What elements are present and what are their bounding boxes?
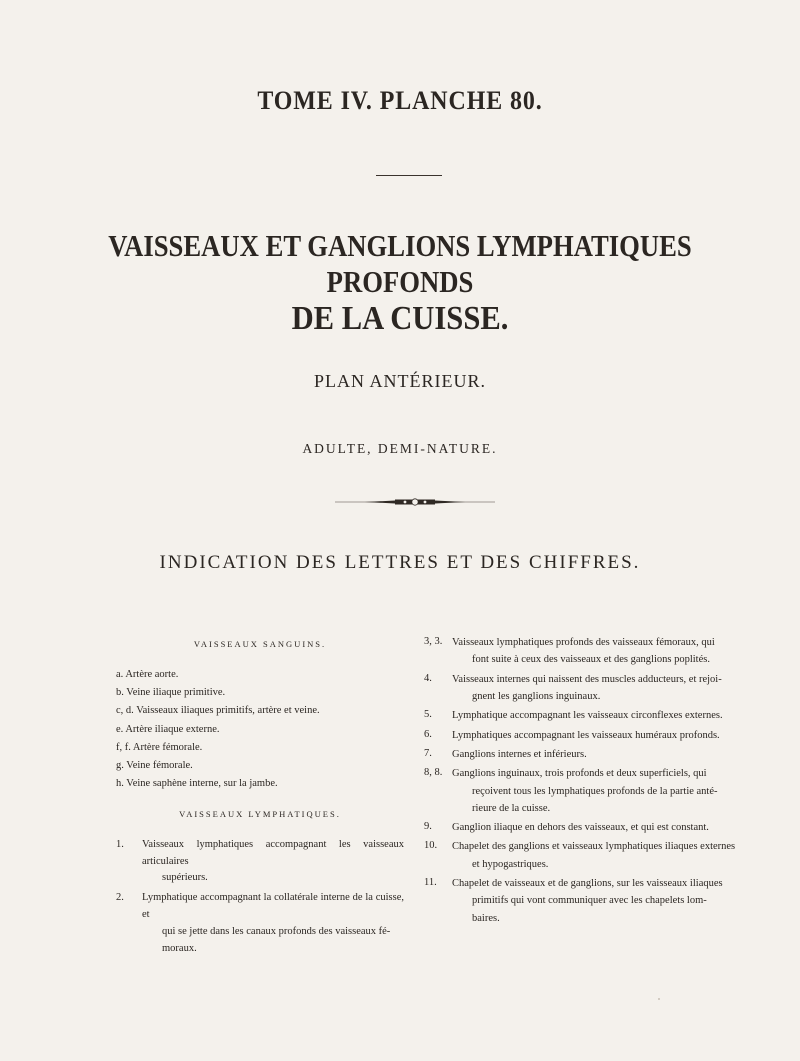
legend-number: 7.: [424, 747, 432, 759]
legend-text-cont: font suite à ceux des vaisseaux et des ganglions poplités.: [472, 654, 710, 666]
main-title: VAISSEAUX ET GANGLIONS LYMPHATIQUES PROFONDS: [108, 228, 692, 299]
sub-title: DE LA CUISSE.: [291, 300, 509, 337]
legend-text: Vaisseaux internes qui naissent des muscles adducteurs, et rejoi-: [452, 673, 722, 685]
legend-item-3: [424, 634, 738, 669]
legend-item-9: [424, 819, 738, 836]
legend-text: Lymphatique accompagnant les vaisseaux circonflexes externes.: [452, 710, 723, 722]
legend-item-1: [116, 837, 404, 887]
legend-text: Ganglions inguinaux, trois profonds et deux superficiels, qui: [452, 768, 707, 780]
section-head-lymphatiques: VAISSEAUX LYMPHATIQUES.: [179, 809, 341, 819]
legend-number: 10.: [424, 840, 438, 852]
legend-text-cont: gnent les ganglions inguinaux.: [472, 690, 601, 702]
right-column: [424, 634, 738, 929]
legend-number: 8, 8.: [424, 767, 443, 779]
legend-item-6: [424, 727, 738, 744]
legend-item-2: [116, 890, 404, 957]
legend-number: 3, 3.: [424, 636, 443, 647]
legend-text: Lymphatiques accompagnant les vaisseaux huméraux profonds.: [452, 729, 720, 741]
legend-text: Vaisseaux lymphatiques profonds des vaisseaux fémoraux, qui: [452, 637, 715, 648]
legend-item-ff: f, f. Artère fémorale.: [116, 741, 203, 753]
legend-text-cont: moraux.: [162, 942, 197, 954]
legend-item-5: [424, 707, 738, 724]
paper-speck: [658, 998, 660, 1000]
legend-item-11: [424, 875, 738, 927]
plan-heading: PLAN ANTÉRIEUR.: [314, 371, 486, 391]
legend-text: Ganglion iliaque en dehors des vaisseaux, et qui est constant.: [452, 822, 709, 834]
legend-text: Vaisseaux lymphatiques accompagnant les vaisseaux articulaires: [142, 838, 404, 867]
section-head-sanguins: VAISSEAUX SANGUINS.: [193, 639, 327, 649]
legend-number: 4.: [424, 672, 432, 684]
indication-heading: INDICATION DES LETTRES ET DES CHIFFRES.: [159, 552, 641, 573]
legend-number: 1.: [116, 838, 124, 850]
legend-item-a: a. Artère aorte.: [116, 668, 179, 680]
legend-number: 6.: [424, 728, 432, 740]
legend-item-cd: c, d. Vaisseaux iliaques primitifs, artère et veine.: [116, 705, 320, 717]
legend-item-8: [424, 765, 738, 817]
legend-text-cont: supérieurs.: [162, 872, 208, 884]
legend-number: 11.: [424, 877, 437, 889]
legend-item-h: h. Veine saphène interne, sur la jambe.: [116, 778, 278, 790]
ornamental-rule-icon: [335, 495, 495, 509]
legend-text-cont: qui se jette dans les canaux profonds des vaisseaux fé-: [162, 925, 391, 937]
tome-heading: TOME IV. PLANCHE 80.: [257, 86, 543, 115]
legend-item-b: b. Veine iliaque primitive.: [116, 687, 226, 698]
adulte-heading: ADULTE, DEMI-NATURE.: [302, 441, 498, 456]
legend-item-e: e. Artère iliaque externe.: [116, 723, 220, 735]
legend-item-4: [424, 671, 738, 706]
legend-number: 2.: [116, 892, 124, 904]
legend-text-cont: reçoivent tous les lymphatiques profonds de la partie anté-: [472, 785, 718, 797]
legend-text-cont: et hypogastriques.: [472, 858, 549, 870]
legend-number: 5.: [424, 709, 432, 721]
legend-text: Chapelet de vaisseaux et de ganglions, sur les vaisseaux iliaques: [452, 878, 723, 890]
legend-text: Chapelet des ganglions et vaisseaux lymphatiques iliaques externes: [452, 841, 736, 853]
legend-text-cont: rieure de la cuisse.: [472, 802, 551, 814]
legend-number: 9.: [424, 821, 432, 833]
left-column: [116, 638, 404, 960]
short-rule: [376, 175, 442, 176]
legend-text-cont: baires.: [472, 912, 500, 924]
legend-text: Ganglions internes et inférieurs.: [452, 748, 587, 760]
legend-text: Lymphatique accompagnant la collatérale interne de la cuisse, et: [142, 892, 404, 920]
legend-item-7: [424, 746, 738, 763]
legend-item-10: [424, 838, 738, 873]
legend-item-g: g. Veine fémorale.: [116, 760, 193, 771]
legend-text-cont: primitifs qui vont communiquer avec les chapelets lom-: [472, 895, 707, 907]
